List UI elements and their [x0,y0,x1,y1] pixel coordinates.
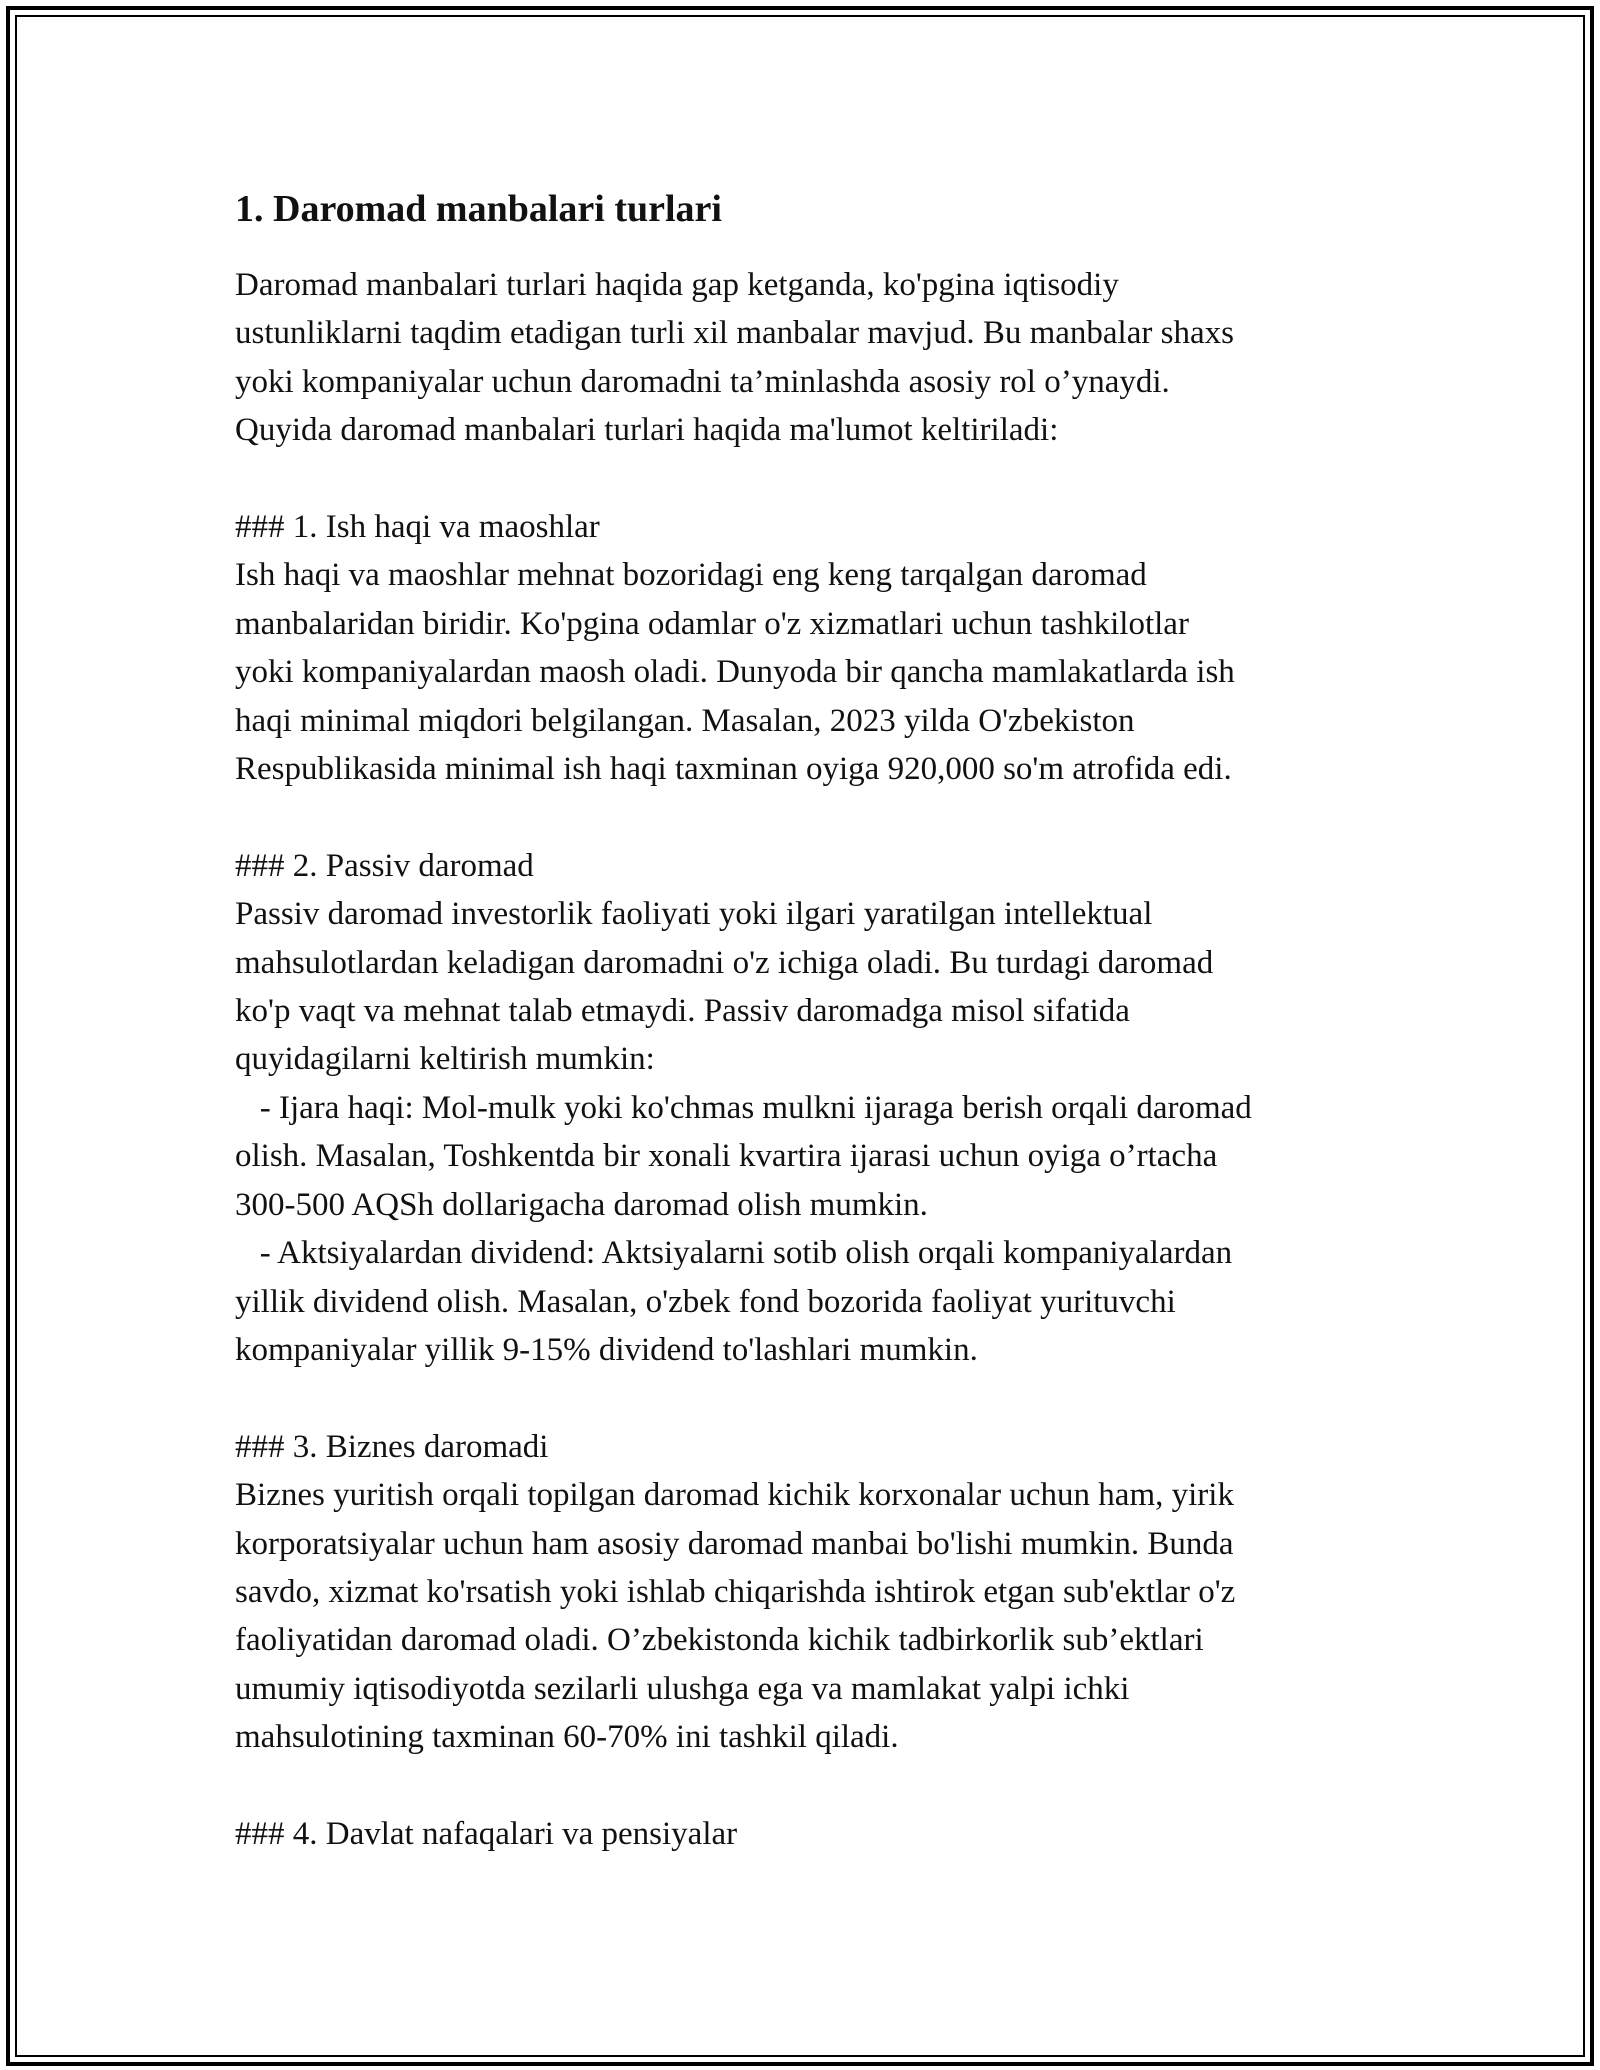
paragraph-gap [235,1762,1385,1810]
section-heading-ish-haqi: ### 1. Ish haqi va maoshlar [235,509,600,546]
document-title: 1. Daromad manbalari turlari [235,188,722,230]
document-body [235,185,1385,1858]
section-heading-biznes-daromadi: ### 3. Biznes daromadi [235,1428,549,1465]
section-heading-davlat-nafaqalari: ### 4. Davlat nafaqalari va pensiyalar [235,1815,738,1852]
section-body-biznes-daromadi: Biznes yuritish orqali topilgan daromad kichik korxonalar uchun ham, yirik korporatsiyalar uchun ham asosiy daromad manbai bo'lishi mumkin. Bunda savdo, xizmat ko'rsatish yoki ishlab chiqarishda ishtirok etgan sub'ektlar o'z faoliyatidan daromad oladi. O’zbekistonda kichik tadbirkorlik sub’ektlari umumiy iqtisodiyotda sezilarli ulushga ega va mamlakat yalpi ichki mahsulotining taxminan 60-70% ini tashkil qiladi. [235,1477,1236,1756]
paragraph-gap [235,455,1385,503]
section-heading-passiv-daromad: ### 2. Passiv daromad [235,847,534,884]
intro-paragraph: Daromad manbalari turlari haqida gap ketganda, ko'pgina iqtisodiy ustunliklarni taqdim etadigan turli xil manbalar mavjud. Bu manbalar shaxs yoki kompaniyalar uchun daromadni ta’minlashda asosiy rol o’ynaydi. Quyida daromad manbalari turlari haqida ma'lumot keltiriladi: [235,267,1234,449]
section-body-ish-haqi: Ish haqi va maoshlar mehnat bozoridagi eng keng tarqalgan daromad manbalaridan biridir. Ko'pgina odamlar o'z xizmatlari uchun tashkilotlar yoki kompaniyalardan maosh oladi. Dunyoda bir qancha mamlakatlarda ish haqi minimal miqdori belgilangan. Masalan, 2023 yilda O'zbekiston Respublikasida minimal ish haqi taxminan oyiga 920,000 so'm atrofida edi. [235,557,1235,788]
section-body-passiv-daromad: Passiv daromad investorlik faoliyati yoki ilgari yaratilgan intellektual mahsulotlardan keladigan daromadni o'z ichiga oladi. Bu turdagi daromad ko'p vaqt va mehnat talab etmaydi. Passiv daromadga misol sifatida quyidagilarni keltirish mumkin: - Ijara haqi: Mol-mulk yoki ko'chmas mulkni ijaraga berish orqali daromad olish. Masalan, Toshkentda bir xonali kvartira ijarasi uchun oyiga o’rtacha 300-500 AQSh dollarigacha daromad olish mumkin. - Aktsiyalardan dividend: Aktsiyalarni sotib olish orqali kompaniyalardan yillik dividend olish. Masalan, o'zbek fond bozorida faoliyat yurituvchi kompaniyalar yillik 9-15% dividend to'lashlari mumkin. [235,896,1252,1368]
paragraph-gap [235,793,1385,841]
paragraph-gap [235,1374,1385,1422]
